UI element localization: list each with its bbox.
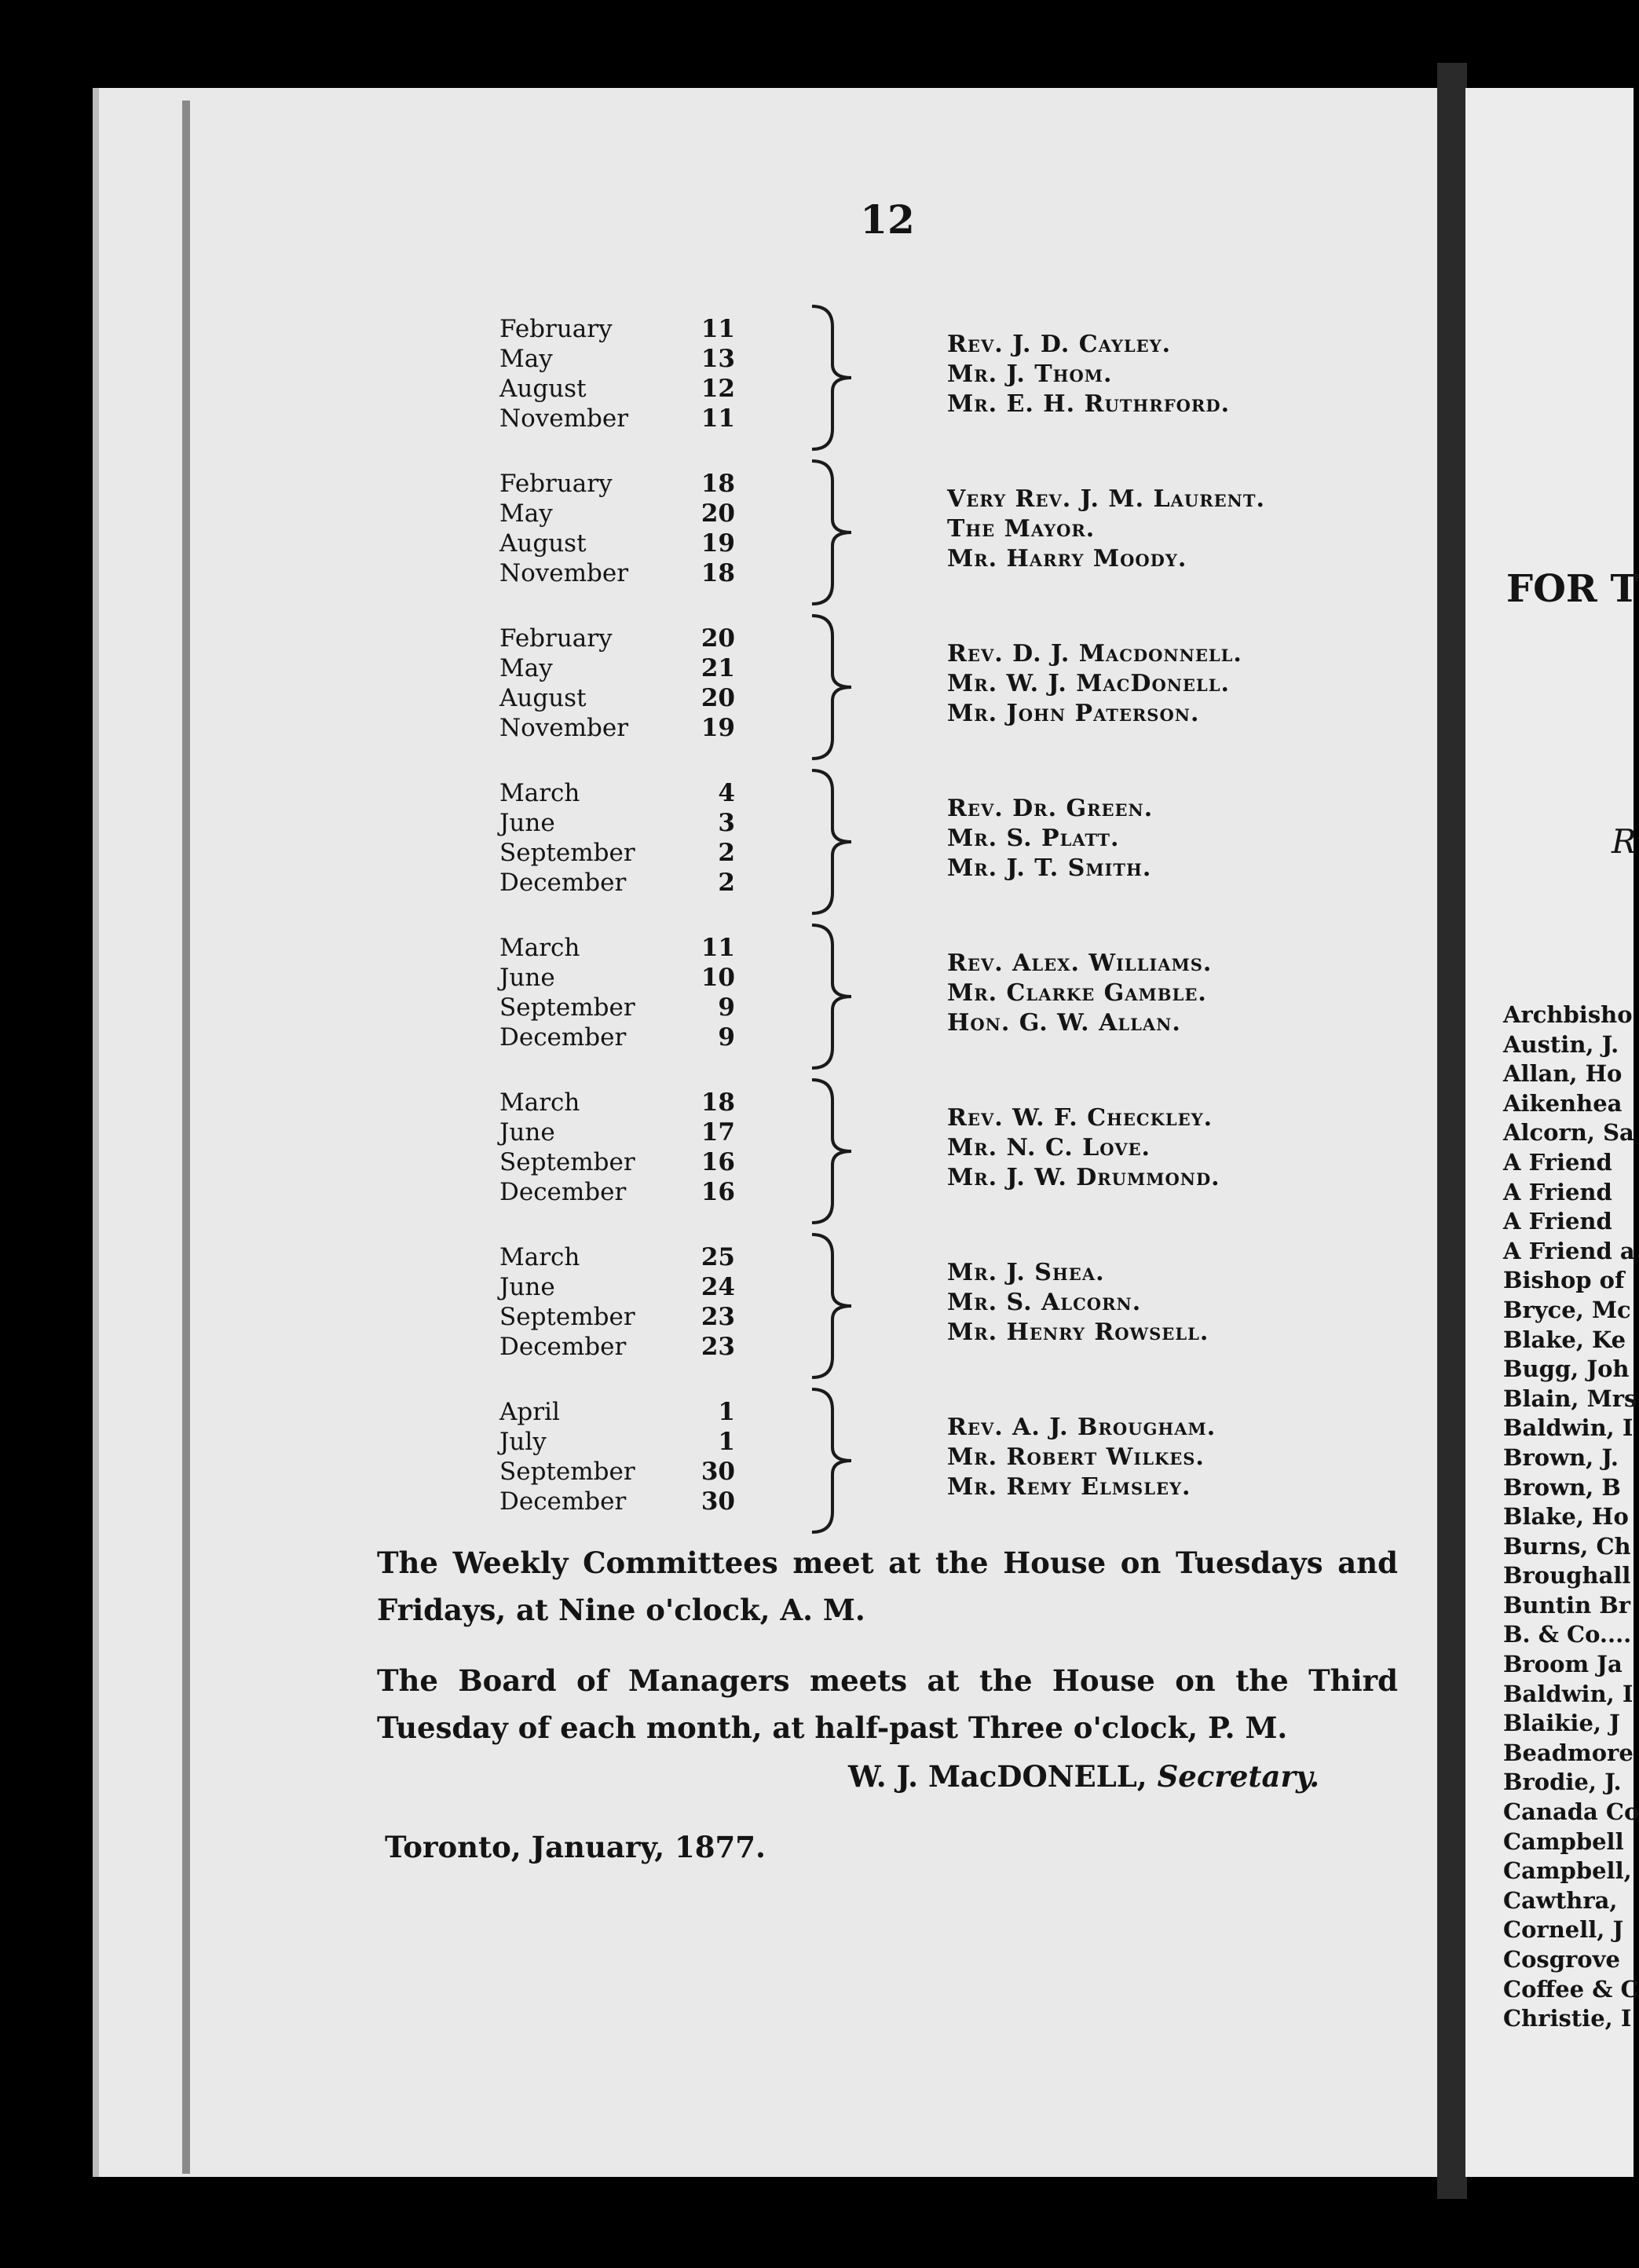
meeting-dates	[499, 314, 735, 433]
date-day: 3	[718, 809, 735, 837]
date-day: 19	[701, 714, 735, 742]
date-month: December	[499, 869, 627, 897]
date-month: December	[499, 1023, 627, 1052]
subscriber-name: Cosgrove	[1503, 1946, 1620, 1973]
grouping-brace	[806, 1231, 861, 1381]
date-month: September	[499, 1148, 635, 1176]
committee-group	[499, 314, 1403, 465]
subscriber-name: Brown, B	[1503, 1473, 1621, 1501]
meeting-date	[499, 993, 735, 1022]
committee-group	[499, 1088, 1403, 1238]
meeting-date	[499, 963, 735, 993]
committee-member: Mr. N. C. Love.	[947, 1134, 1151, 1161]
date-day: 30	[701, 1487, 735, 1516]
subscriber-name: Buntin Br	[1503, 1591, 1631, 1619]
committee-member: Rev. W. F. Checkley.	[947, 1104, 1213, 1132]
date-month: December	[499, 1178, 627, 1206]
date-day: 30	[701, 1458, 735, 1486]
meeting-date	[499, 499, 735, 529]
subscriber-name: Christie, I	[1503, 2005, 1632, 2032]
secretary-signature	[848, 1759, 1414, 1794]
meeting-date	[499, 1272, 735, 1302]
date-month: February	[499, 315, 613, 343]
grouping-brace	[806, 613, 861, 762]
subscriber-name: Canada Co	[1503, 1798, 1639, 1826]
date-month: November	[499, 714, 629, 742]
date-month: August	[499, 529, 587, 558]
committee-member: Mr. J. T. Smith.	[947, 854, 1152, 882]
date-month: September	[499, 839, 635, 867]
committee-members	[947, 1413, 1418, 1502]
meeting-date	[499, 713, 735, 743]
committee-group	[499, 469, 1403, 620]
meeting-date	[499, 1242, 735, 1272]
committee-member: Mr. John Paterson.	[947, 700, 1200, 727]
right-page-letter: R	[1612, 822, 1637, 861]
subscriber-name: Austin, J.	[1503, 1030, 1619, 1058]
date-month: May	[499, 345, 553, 373]
secretary-title: Secretary.	[1157, 1759, 1320, 1794]
date-day: 20	[701, 684, 735, 712]
committee-member: Mr. W. J. MacDonell.	[947, 670, 1230, 697]
meeting-date	[499, 374, 735, 404]
committee-member: Mr. Remy Elmsley.	[947, 1473, 1191, 1501]
subscriber-name: Blake, Ke	[1503, 1326, 1626, 1353]
meeting-date	[499, 933, 735, 963]
meeting-dates	[499, 933, 735, 1052]
date-month: March	[499, 1243, 580, 1271]
subscriber-name: Brown, J.	[1503, 1443, 1619, 1471]
date-day: 11	[701, 315, 735, 343]
committee-member: Mr. S. Alcorn.	[947, 1289, 1142, 1316]
date-day: 18	[701, 470, 735, 498]
date-month: December	[499, 1487, 627, 1516]
date-month: June	[499, 809, 555, 837]
date-month: September	[499, 1303, 635, 1331]
meeting-date	[499, 1427, 735, 1457]
meeting-date	[499, 1332, 735, 1362]
subscriber-name: A Friend	[1503, 1148, 1612, 1176]
dateline: Toronto, January, 1877.	[385, 1830, 766, 1864]
right-page	[1465, 88, 1639, 2177]
date-month: March	[499, 779, 580, 807]
date-month: November	[499, 404, 629, 433]
meeting-date	[499, 558, 735, 588]
date-day: 18	[701, 1088, 735, 1117]
meeting-date	[499, 1088, 735, 1118]
right-page-heading: FOR T	[1506, 567, 1639, 611]
page-edge	[182, 101, 190, 2174]
committee-members	[947, 330, 1418, 419]
subscriber-name: Blake, Ho	[1503, 1503, 1629, 1531]
board-meeting-notice: The Board of Managers meets at the House on the Third Tuesday of each month, at half-past Three o'clock, P. M.	[377, 1663, 1398, 1745]
meeting-date	[499, 404, 735, 433]
committee-member: Mr. Robert Wilkes.	[947, 1443, 1205, 1471]
committee-members	[947, 485, 1418, 574]
date-day: 13	[701, 345, 735, 373]
date-month: August	[499, 375, 587, 403]
date-day: 2	[718, 869, 735, 897]
date-day: 23	[701, 1303, 735, 1331]
date-day: 20	[701, 499, 735, 528]
date-month: June	[499, 1118, 555, 1147]
date-month: June	[499, 1273, 555, 1301]
subscriber-name: Blain, Mrs	[1503, 1385, 1637, 1412]
committee-member: Rev. Alex. Williams.	[947, 949, 1213, 977]
committee-members	[947, 949, 1418, 1038]
meeting-date	[499, 838, 735, 868]
grouping-brace	[806, 303, 861, 452]
meeting-date	[499, 624, 735, 653]
committee-member: Rev. D. J. Macdonnell.	[947, 640, 1242, 668]
date-day: 21	[701, 654, 735, 682]
meeting-date	[499, 1177, 735, 1207]
date-month: September	[499, 1458, 635, 1486]
date-day: 17	[701, 1118, 735, 1147]
subscriber-name: Broom Ja	[1503, 1651, 1623, 1678]
committee-member: Rev. J. D. Cayley.	[947, 331, 1172, 358]
subscriber-name: Alcorn, Sa	[1503, 1119, 1634, 1147]
subscriber-name: Broughall	[1503, 1562, 1631, 1589]
date-day: 16	[701, 1178, 735, 1206]
subscriber-name: Baldwin, I	[1503, 1680, 1634, 1707]
committee-group	[499, 1397, 1403, 1548]
committee-member: Rev. A. J. Brougham.	[947, 1414, 1216, 1441]
date-month: December	[499, 1333, 627, 1361]
meeting-date	[499, 868, 735, 898]
meeting-dates	[499, 1088, 735, 1207]
subscriber-name: Archbisho	[1503, 1001, 1633, 1028]
meeting-dates	[499, 469, 735, 588]
date-day: 1	[718, 1398, 735, 1426]
subscriber-name: Beadmore	[1503, 1739, 1634, 1766]
committee-members	[947, 1258, 1418, 1348]
meeting-date	[499, 653, 735, 683]
subscriber-name: Coffee & C	[1503, 1975, 1639, 2003]
date-month: February	[499, 624, 613, 653]
subscriber-name: Baldwin, I	[1503, 1414, 1634, 1442]
committee-members	[947, 794, 1418, 883]
subscriber-name: Aikenhea	[1503, 1089, 1623, 1117]
meeting-date	[499, 344, 735, 374]
committee-members	[947, 1103, 1418, 1193]
meeting-date	[499, 469, 735, 499]
subscriber-name: Cornell, J	[1503, 1916, 1624, 1944]
meeting-date	[499, 1302, 735, 1332]
date-day: 23	[701, 1333, 735, 1361]
committee-group	[499, 1242, 1403, 1393]
meeting-dates	[499, 624, 735, 743]
committee-member: Mr. S. Platt.	[947, 825, 1120, 852]
committee-member: Rev. Dr. Green.	[947, 795, 1154, 822]
date-day: 11	[701, 404, 735, 433]
committee-group	[499, 624, 1403, 774]
subscriber-name: Bishop of	[1503, 1267, 1625, 1294]
committee-member: Mr. J. Shea.	[947, 1259, 1105, 1286]
date-month: July	[499, 1428, 547, 1456]
date-month: May	[499, 654, 553, 682]
page-number: 12	[860, 196, 915, 243]
committee-member: Hon. G. W. Allan.	[947, 1009, 1181, 1037]
meeting-date	[499, 808, 735, 838]
subscriber-name: Brodie, J.	[1503, 1769, 1622, 1796]
subscriber-name: Bryce, Mc	[1503, 1296, 1631, 1323]
date-day: 2	[718, 839, 735, 867]
meeting-date	[499, 529, 735, 558]
subscriber-name: A Friend a	[1503, 1237, 1635, 1264]
committee-group	[499, 933, 1403, 1084]
date-month: September	[499, 993, 635, 1022]
subscriber-name: A Friend	[1503, 1178, 1612, 1205]
meeting-date	[499, 314, 735, 344]
date-day: 18	[701, 559, 735, 587]
grouping-brace	[806, 767, 861, 916]
subscriber-name: A Friend	[1503, 1208, 1612, 1235]
date-day: 4	[718, 779, 735, 807]
meeting-dates	[499, 1397, 735, 1516]
meeting-date	[499, 1397, 735, 1427]
secretary-name: W. J. MacDONELL,	[848, 1759, 1147, 1794]
meeting-date	[499, 1022, 735, 1052]
meeting-date	[499, 1147, 735, 1177]
committee-member: Very Rev. J. M. Laurent.	[947, 485, 1265, 513]
committee-member: Mr. E. H. Ruthrford.	[947, 390, 1231, 418]
date-day: 16	[701, 1148, 735, 1176]
date-month: March	[499, 1088, 580, 1117]
date-day: 10	[701, 964, 735, 992]
committee-member: Mr. J. W. Drummond.	[947, 1164, 1220, 1191]
date-day: 19	[701, 529, 735, 558]
date-day: 12	[701, 375, 735, 403]
subscriber-name: Cawthra,	[1503, 1886, 1618, 1914]
date-month: June	[499, 964, 555, 992]
committee-members	[947, 639, 1418, 729]
date-month: May	[499, 499, 553, 528]
date-month: November	[499, 559, 629, 587]
grouping-brace	[806, 922, 861, 1071]
weekly-committee-notice: The Weekly Committees meet at the House on Tuesdays and Fridays, at Nine o'clock, A. M.	[377, 1546, 1398, 1627]
subscriber-name: Burns, Ch	[1503, 1532, 1631, 1560]
meeting-date	[499, 1118, 735, 1147]
date-day: 20	[701, 624, 735, 653]
meeting-date	[499, 1457, 735, 1487]
subscriber-name: Bugg, Joh	[1503, 1355, 1630, 1383]
subscriber-name: Campbell	[1503, 1827, 1624, 1855]
committee-member: Mr. Clarke Gamble.	[947, 979, 1207, 1007]
subscriber-name: Blaikie, J	[1503, 1710, 1620, 1737]
date-month: March	[499, 934, 580, 962]
grouping-brace	[806, 1386, 861, 1535]
date-day: 9	[718, 993, 735, 1022]
right-page-name-list	[1503, 1000, 1639, 2034]
subscriber-name: Allan, Ho	[1503, 1060, 1623, 1088]
date-month: August	[499, 684, 587, 712]
date-month: February	[499, 470, 613, 498]
meeting-date	[499, 683, 735, 713]
meeting-date	[499, 778, 735, 808]
meeting-dates	[499, 778, 735, 898]
grouping-brace	[806, 1077, 861, 1226]
subscriber-name: Campbell,	[1503, 1857, 1632, 1885]
date-day: 25	[701, 1243, 735, 1271]
committee-member: Mr. Henry Rowsell.	[947, 1319, 1209, 1346]
subscriber-name: B. & Co....	[1503, 1621, 1632, 1648]
meeting-date	[499, 1487, 735, 1516]
committee-group	[499, 778, 1403, 929]
meeting-dates	[499, 1242, 735, 1362]
date-month: April	[499, 1398, 560, 1426]
date-day: 1	[718, 1428, 735, 1456]
committee-member: Mr. J. Thom.	[947, 360, 1113, 388]
committee-member: Mr. Harry Moody.	[947, 545, 1187, 572]
date-day: 24	[701, 1273, 735, 1301]
grouping-brace	[806, 458, 861, 607]
date-day: 11	[701, 934, 735, 962]
book-spine	[1437, 63, 1467, 2199]
committee-member: The Mayor.	[947, 515, 1096, 543]
date-day: 9	[718, 1023, 735, 1052]
